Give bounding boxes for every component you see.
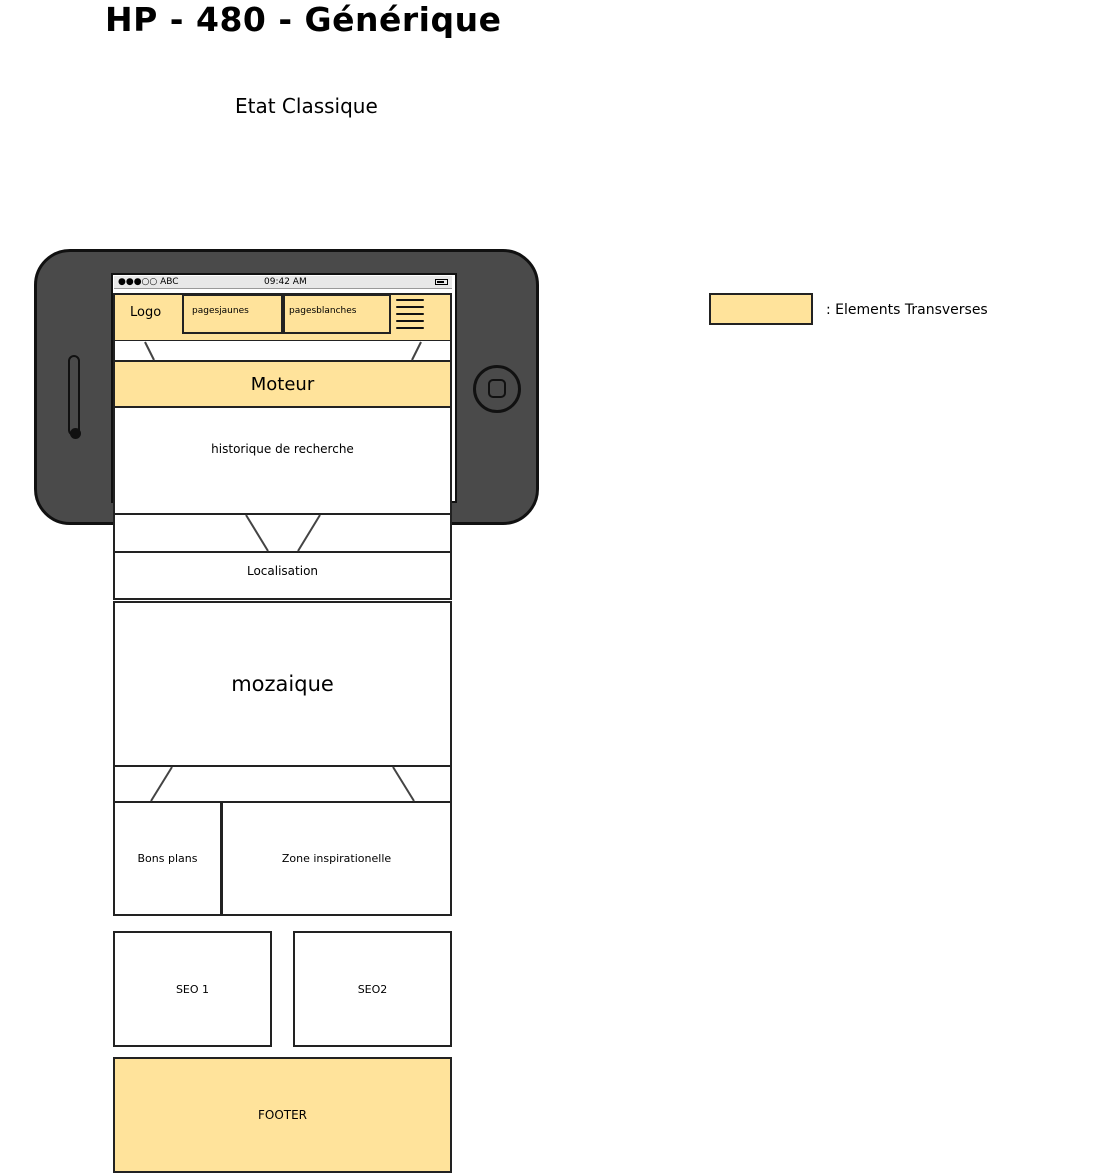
page-subtitle: Etat Classique <box>235 94 378 118</box>
connector-line <box>145 342 154 360</box>
legend-label: : Elements Transverses <box>826 302 988 318</box>
historique-block: historique de recherche <box>113 406 452 515</box>
footer-block: FOOTER <box>113 1057 452 1173</box>
seo2-block: SEO2 <box>293 931 452 1047</box>
logo[interactable]: Logo <box>130 305 162 320</box>
connector-line <box>298 515 320 551</box>
localisation-block: Localisation <box>113 551 452 600</box>
connector-line <box>246 515 268 551</box>
page-title: HP - 480 - Générique <box>105 0 502 39</box>
mozaique-block: mozaique <box>113 601 452 767</box>
bons-plans-block: Bons plans <box>113 801 222 916</box>
connector-line <box>151 767 172 801</box>
tab-pagesjaunes[interactable]: pagesjaunes <box>182 294 283 334</box>
status-carrier: ●●●○○ ABC <box>118 277 179 287</box>
status-time: 09:42 AM <box>264 277 307 287</box>
zone-inspirationelle-block: Zone inspirationelle <box>221 801 452 916</box>
legend-swatch <box>709 293 813 325</box>
moteur-block: Moteur <box>113 360 452 408</box>
tab-pagesblanches[interactable]: pagesblanches <box>283 294 391 334</box>
connector-line <box>412 342 421 360</box>
seo1-block: SEO 1 <box>113 931 272 1047</box>
connector-line <box>393 767 414 801</box>
